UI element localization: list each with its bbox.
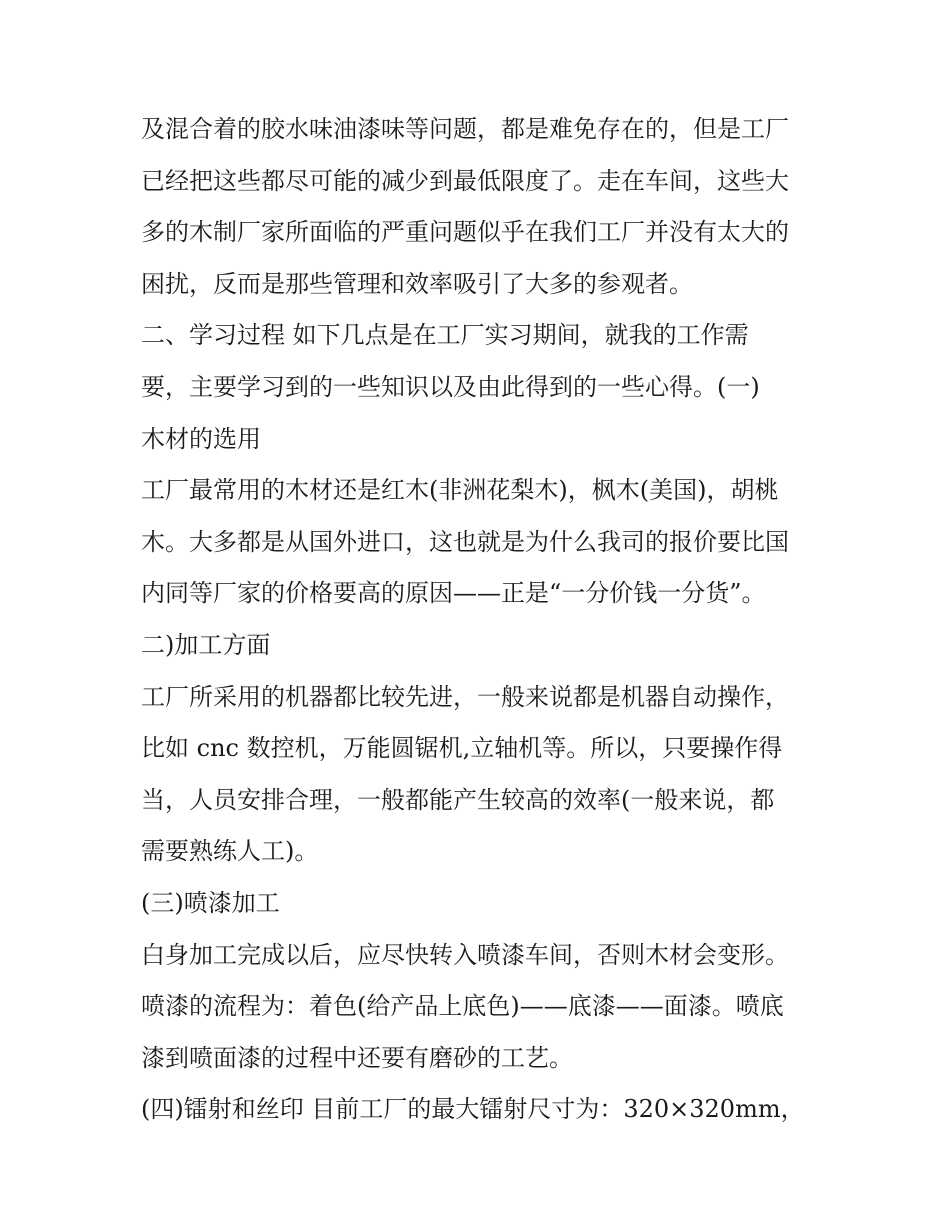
text-line: 困扰，反而是那些管理和效率吸引了大多的参观者。 — [141, 269, 693, 298]
text-line: 需要熟练人工)。 — [141, 837, 319, 866]
text-line: 工厂所采用的机器都比较先进，一般来说都是机器自动操作， — [141, 682, 789, 711]
subheading-wood-selection: 木材的选用 — [141, 424, 261, 453]
text-line: 已经把这些都尽可能的减少到最低限度了。走在车间，这些大 — [141, 166, 789, 195]
text-line: 工厂最常用的木材还是红木(非洲花梨木)，枫木(美国)，胡桃 — [141, 476, 779, 505]
subheading-laser-and-silkscreen: (四)镭射和丝印 目前工厂的最大镭射尺寸为：320×320mm， — [141, 1095, 805, 1124]
section-heading-study-process: 二、学习过程 如下几点是在工厂实习期间，就我的工作需 — [141, 321, 749, 350]
text-line: 喷漆的流程为：着色(给产品上底色)——底漆——面漆。喷底 — [141, 992, 784, 1021]
text-line: 比如 cnc 数控机，万能圆锯机,立轴机等。所以，只要操作得 — [141, 734, 783, 763]
text-line: 内同等厂家的价格要高的原因——正是“一分价钱一分货”。 — [141, 579, 766, 608]
subheading-spray-painting: (三)喷漆加工 — [141, 888, 280, 917]
text-line: 要，主要学习到的一些知识以及由此得到的一些心得。(一) — [141, 372, 760, 401]
text-line: 木。大多都是从国外进口，这也就是为什么我司的报价要比国 — [141, 527, 789, 556]
text-line: 多的木制厂家所面临的严重问题似乎在我们工厂并没有太大的 — [141, 218, 789, 247]
subheading-processing: 二)加工方面 — [141, 630, 271, 659]
text-line: 当，人员安排合理，一般都能产生较高的效率(一般来说，都 — [141, 785, 775, 814]
text-line: 漆到喷面漆的过程中还要有磨砂的工艺。 — [141, 1043, 573, 1072]
text-line: 白身加工完成以后，应尽快转入喷漆车间，否则木材会变形。 — [141, 940, 789, 969]
body-text — [141, 104, 821, 1136]
text-line: 及混合着的胶水味油漆味等问题，都是难免存在的，但是工厂 — [141, 115, 789, 143]
